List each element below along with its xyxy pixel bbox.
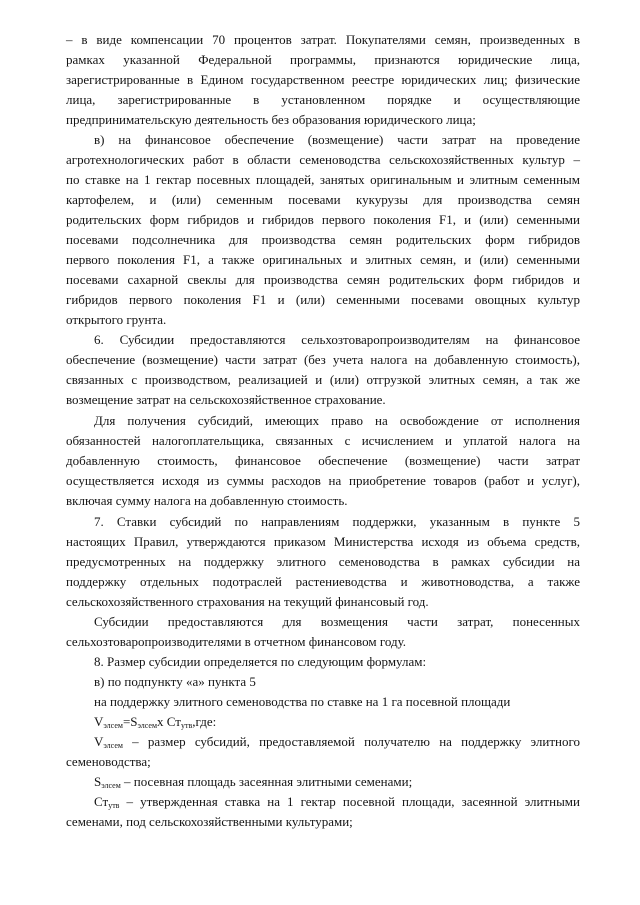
- formula-s-subscript: элсем: [137, 721, 158, 730]
- text-line: по ставке на 1 гектар посевных площадей, занятых оригинальным и элитным семенным: [66, 172, 580, 187]
- text-line: сельхозтоваропроизводителями в отчетном финансовом году.: [66, 634, 407, 649]
- formula-v-subscript: элсем: [103, 721, 123, 730]
- formula-st-subscript: утв: [180, 721, 193, 730]
- formula-eq: =S: [122, 714, 138, 729]
- text-line: предпринимательскую деятельность без образования юридического лица;: [66, 112, 476, 127]
- formula-v: V: [94, 714, 104, 729]
- text-line: родительских форм гибридов и гибридов первого поколения F1, и (или) семенными: [66, 212, 580, 227]
- text-line: настоящих Правил, утверждаются приказом Министерства исходя из объема средств,: [66, 534, 580, 549]
- formula-x: x Ст: [157, 714, 181, 729]
- text-line: добавленную стоимость, финансовое обеспечение (возмещение) части затрат: [66, 453, 580, 468]
- text-line: в) по подпункту «а» пункта 5: [94, 674, 256, 689]
- text-line: поддержку отдельных подотраслей растениеводства и животноводства, а также: [66, 574, 580, 589]
- text-line: лица, зарегистрированные в установленном порядке и осуществляющие: [66, 92, 580, 107]
- definition-s-symbol: S: [94, 774, 102, 789]
- text-line: посевами подсолнечника для производства семян родительских форм гибридов: [66, 232, 580, 247]
- text-line: гибридов первого поколения F1 и (или) семенными посевами овощных культур: [66, 292, 580, 307]
- definition-v-symbol: V: [94, 734, 104, 749]
- text-line: связанных с производством, реализацией и (или) отгрузкой элитных семян, а так же: [66, 372, 580, 387]
- definition-v: [94, 734, 580, 750]
- subsidy-formula: [94, 714, 216, 730]
- definition-st-text: – утвержденная ставка на 1 гектар посевной площади, засеянной элитными: [119, 794, 580, 809]
- text-line: семеноводства;: [66, 754, 151, 769]
- definition-s-text: – посевная площадь засеянная элитными семенами;: [120, 774, 413, 789]
- text-line: первого поколения F1, а также оригинальных и элитных семян, и (или) семенными: [66, 252, 580, 267]
- text-line: рамках указанной Федеральной программы, признаются юридические лица,: [66, 52, 580, 67]
- text-line: обязанностей налогоплательщика, связанных с исчислением и уплатой налога на: [66, 433, 580, 448]
- text-line: 8. Размер субсидии определяется по следующим формулам:: [94, 654, 427, 669]
- definition-v-subscript: элсем: [103, 741, 123, 750]
- text-line: на поддержку элитного семеноводства по ставке на 1 га посевной площади: [94, 694, 511, 709]
- text-line: Для получения субсидий, имеющих право на освобождение от исполнения: [94, 413, 580, 428]
- text-line: обеспечение (возмещение) части затрат (без учета налога на добавленную стоимость),: [66, 352, 580, 367]
- text-line: – в виде компенсации 70 процентов затрат. Покупателями семян, произведенных в: [66, 32, 580, 47]
- text-line: посевами сахарной свеклы для производства семян родительских форм гибридов и: [66, 272, 580, 287]
- text-line: семенами, под сельскохозяйственными культурами;: [66, 814, 353, 829]
- text-line: открытого грунта.: [66, 312, 167, 327]
- text-line: предусмотренных на поддержку элитного семеноводства в рамках субсидии на: [66, 554, 580, 569]
- text-line: осуществляется исходя из суммы расходов на приобретение товаров (работ и услуг),: [66, 473, 580, 488]
- formula-tail: ,где:: [192, 714, 217, 729]
- text-line: возмещение затрат на сельскохозяйственное страхование.: [66, 392, 386, 407]
- text-line: в) на финансовое обеспечение (возмещение) части затрат на проведение: [94, 132, 580, 147]
- text-line: 6. Субсидии предоставляются сельхозтоваропроизводителям на финансовое: [94, 332, 580, 347]
- definition-st: [94, 794, 580, 810]
- text-line: картофелем, и (или) семенным посевами кукурузы для производства семян: [66, 192, 580, 207]
- text-line: включая сумму налога на добавленную стоимость.: [66, 493, 348, 508]
- text-line: Субсидии предоставляются для возмещения части затрат, понесенных: [94, 614, 580, 629]
- definition-s-subscript: элсем: [101, 781, 121, 790]
- definition-st-subscript: утв: [108, 801, 120, 810]
- text-line: 7. Ставки субсидий по направлениям поддержки, указанным в пункте 5: [94, 514, 580, 529]
- text-line: сельскохозяйственного страхования на текущий финансовый год.: [66, 594, 429, 609]
- definition-v-text: – размер субсидий, предоставляемой получателю на поддержку элитного: [122, 734, 580, 749]
- text-line: зарегистрированные в Едином государственном реестре юридических лиц; физические: [66, 72, 580, 87]
- definition-s: [94, 774, 412, 790]
- text-line: агротехнологических работ в области семеноводства сельскохозяйственных культур –: [66, 152, 580, 167]
- definition-st-symbol: Ст: [94, 794, 109, 809]
